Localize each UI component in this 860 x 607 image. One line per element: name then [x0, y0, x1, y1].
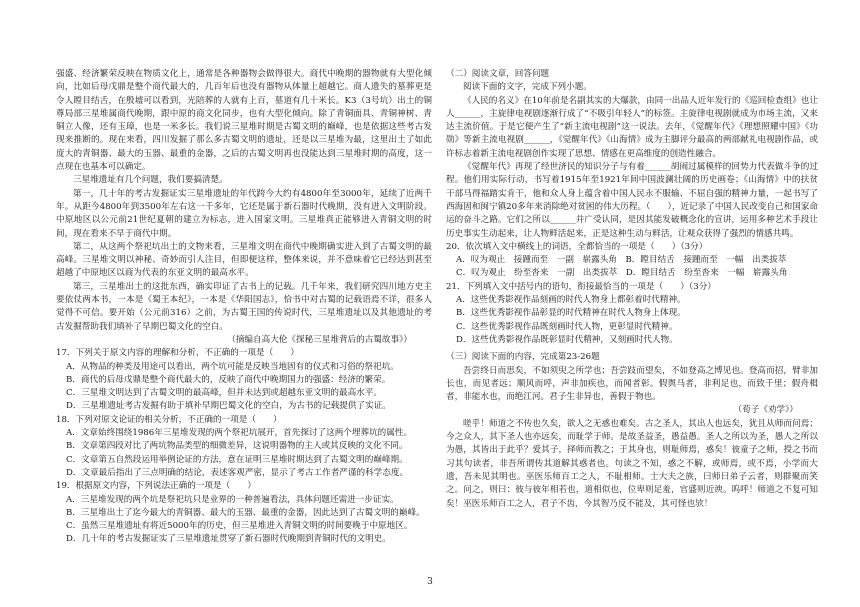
- left-paragraph-4: 第二，从这两个祭祀坑出土的文物来看，三星堆文明在商代中晚期确实进入到了古蜀文明的最高峰。三星堆文明以神秘、奇妙而引人注目，但即便这样，整体来说，并不意味着它已经达到甚至超越了中原地区以商为代表的东亚文明的最高水平。: [56, 241, 432, 279]
- q21-option-d: D．这些优秀影视作品既彰显时代精神，又刻画时代人物。: [456, 334, 678, 345]
- q19-option-b: B．三星堆出土了迄今最大的青铜器、最大的玉器、最重的金器，因此达到了古蜀文明的巅峰。: [66, 507, 425, 518]
- q17-option-b: B．商代的后母戊鼎是整个商代最大的，反映了商代中晚期国力的强盛：经济的繁荣。: [66, 374, 391, 385]
- left-paragraph-1: 强盛、经济繁荣反映在物质文化上，通常是各种器物会做得很大。商代中晚期的器物就有大型化倾向，比如后母戊鼎是整个商代最大的，几百年后也没有器物从体量上超越它。商人遗失的墓葬更是令人瞠目结舌，在殷墟可以看到，光陪葬的人就有上百，墓道有几十米长。K3（3号坑）出土的铜尊局部三星堆属商代晚期，跟中原的商文化同步，也有大型化倾向。除了青铜面具、青铜神树、青铜立人像，还有玉璋，也是一米多长。我们说三星堆时期是古蜀文明的巅峰，也是依据这些考古发现来推断的。现在来看，四川发掘了那么多古蜀文明的遗址，还是以三星堆为最，这里出土了如此庞大的青铜器、最大的玉器、最重的金器，之后的古蜀文明再也没能达到三星堆时期的高度，这一点现在也基本可以确定。: [56, 69, 432, 173]
- passage3-source: （荀子《劝学》）: [733, 405, 798, 416]
- left-paragraph-3: 第一，几十年的考古发掘证实三星堆遗址的年代跨今大约有4800年至3000年，延续了近两千年。从距今4800年到3500年左右这一千多年，它还是属于新石器时代晚期，没有进入文明阶段。中原地区以公元前21世纪夏朝的建立为标志，进入国家文明。三星堆真正能够进入青铜文明的时间，现在看来不早于商代中期。: [56, 188, 432, 239]
- left-source: （摘编自高大伦《探秘三星堆背后的古蜀故事》）: [227, 334, 412, 345]
- section2-intro: 阅读下面的文字，完成下列小题。: [463, 82, 592, 93]
- q20-stem: 20．依次填入文中横线上的词语，全都恰当的一项是（ ）（3分）: [446, 241, 708, 252]
- q18-option-c: C．文章第五自然段运用举例论证的方法，意在证明三星堆时期达到了古蜀文明的巅峰期。: [66, 454, 408, 465]
- q21-stem: 21．下列填入文中括号内的语句，衔接最恰当的一项是（ ）（3分）: [446, 281, 716, 292]
- q19-option-a: A．三星堆发现的两个坑是祭祀坑只是业界的一种普遍看法，具体问题还需进一步证实。: [66, 494, 399, 505]
- q18-option-b: B．文章第四段对比了两坑物品类型的细微差异，这说明器物的主人或其反映的文化不同。: [66, 441, 408, 452]
- section3-heading: （三）阅读下面的内容，完成第23-26题: [446, 352, 600, 363]
- left-paragraph-2: 三星堆遗址有几个问题，我们要搞清楚。: [73, 175, 228, 186]
- q19-stem: 19．根据原文内容，下列说法正确的一项是（ ）: [56, 481, 256, 492]
- section2-heading: （二）阅读文章，回答问题: [446, 69, 550, 79]
- q21-option-c: C．这些优秀影视作品既刻画时代人物，更彰显时代精神。: [456, 321, 678, 332]
- left-column: [56, 68, 432, 547]
- q17-option-c: C．三星堆文明达到了古蜀文明的最高峰，但并未达到或超越东亚文明的最高水平。: [66, 388, 382, 399]
- q20-options-row-1: A．叹为观止 接踵而至 一副 崭露头角 B．瞠目结舌 接踵而至 一幅 出类拔萃: [456, 255, 787, 266]
- q17-option-d: D．三星堆遗址考古发掘有助于填补早期巴蜀文化的空白，为古书的记载提供了实证。: [66, 401, 391, 412]
- q21-option-a: A．这些优秀影视作品刻画的时代人物身上都彰着时代精神。: [456, 295, 686, 306]
- left-paragraph-5: 第三，三星堆出土的这批东西，确实印证了古书上的记载。几千年来，我们研究四川地方史主要依仗两本书，一本是《蜀王本纪》，一本是《华阳国志》，恰书中对古蜀的记载语焉不详，很多人觉得不可信。要开始（公元前316）之前，为古蜀王国的传说时代，三星堆遗址以及其他遗址的考古发掘帮助我们填补了早期巴蜀文化的空白。: [56, 281, 432, 332]
- page-number: 3: [427, 577, 433, 587]
- q19-option-d: D．几十年的考古发掘证实了三星堆遗址贯穿了新石器时代晚期到青铜时代的文明史。: [66, 534, 391, 545]
- q18-option-d: D．文章最后指出了三点明确的结论，表述客观严密，显示了考古工作者严谨的科学态度。: [66, 467, 409, 478]
- q17-stem: 17．下列关于原文内容的理解和分析，不正确的一项是（ ）: [56, 348, 299, 359]
- q20-options-row-2: C．叹为观止 纷至沓来 一副 出类拔萃 D．瞠目结舌 纷至沓来 一幅 崭露头角: [456, 268, 788, 279]
- q17-option-a: A．从物品的种类及用途可以看出，两个坑可能是反映当地固有的仪式和习俗的祭祀坑。: [66, 361, 399, 372]
- right-column: [446, 68, 818, 511]
- q19-option-c: C．虽然三星堆遗址有将近5000年的历史，但三星堆进入青铜文明的时间要晚于中原地区。: [66, 521, 413, 532]
- passage3-part-a: 吾尝终日而思矣，不如须臾之所学也；吾尝跂而望矣，不如登高之博见也。登高而招，臂非加长也，而见者远；顺风而呼，声非加疾也，而闻者彰。假舆马者，非利足也，而致千里；假舟楫者，非能水也，而绝江河。君子生非异也，善假于物也。: [446, 365, 818, 403]
- q21-option-b: B．这些优秀影视作品彰显的时代精神在时代人物身上体现。: [456, 308, 686, 319]
- q18-stem: 18．下列对原文论证的相关分析，不正确的一项是（ ）: [56, 414, 282, 425]
- passage2-paragraph-1: 《人民的名义》在10年前是名副其实的大爆款，由同一出品人近年发行的《巡回检查组》也让人______，主旋律电视剧逐渐行成了“不吸引年轻人”的标签。主旋律电视剧就成为市场主流，又来达主流价值。于是它便产生了“新主流电视剧”这一说法。去年，《觉醒年代》《理想照耀中国》《功勋》等新主流电视剧______，《觉醒年代》《山海情》成为主脚评分最高的两部献礼电视剧作品，或许标志着新主流电视剧创作实现了思想、情感在更高维度的创造性融合。: [446, 95, 818, 159]
- q18-option-a: A．文章始终围绕1986年三星堆发现的两个祭祀坑展开，首先探讨了这两个埋葬坑的属性。: [66, 428, 413, 439]
- passage3-part-b: 嗟乎！师道之不传也久矣，欲人之无惑也难矣。古之圣人，其出人也远矣，犹且从师而问焉；今之众人，其下圣人也亦远矣，而耻学于师。是故圣益圣，愚益愚。圣人之所以为圣，愚人之所以为愚，其皆出于此乎？爱其子，择师而教之；于其身也，则耻师焉，惑矣！彼童子之师，授之书而习其句读者，非吾所谓传其道解其惑者也。句读之不知，惑之不解，或师焉，或不焉，小学而大遗，吾未见其明也。巫医乐师百工之人，不耻相师。士大夫之族，曰师曰弟子云者，则群聚而笑之。问之，则曰：彼与彼年相若也，道相似也，位卑则足羞，官盛则近谀。呜呼！师道之不复可知矣！巫医乐师百工之人，君子不齿，今其智乃反不能及，其可怪也欤！: [446, 418, 818, 509]
- passage2-paragraph-2: 《觉醒年代》再现了经世济民的知识分子与有着______胡闹过属模样的回势力代表做斗争的过程。他们用实际行动，书写着1915年至1921年间中国波澜壮阔的历史画卷；《山海情》中的扶贫干部马得福踏实肯干，他和众人身上蕴含着中国人民永不服输、不屈自强的精神力量，一起书写了西海固和闽宁镇20多年来消除绝对贫困的伟大历程。（ ），近记录了中国人民改变自己和国家命运的奋斗之路。它们之所以______并广受认同，是因其能发破概念化的宣讲，运用多种艺术手段让历史事实生动起来，让人物鲜活起来，正是这种生动与鲜活，让观众获得了强烈的情感共鸣。: [446, 162, 818, 239]
